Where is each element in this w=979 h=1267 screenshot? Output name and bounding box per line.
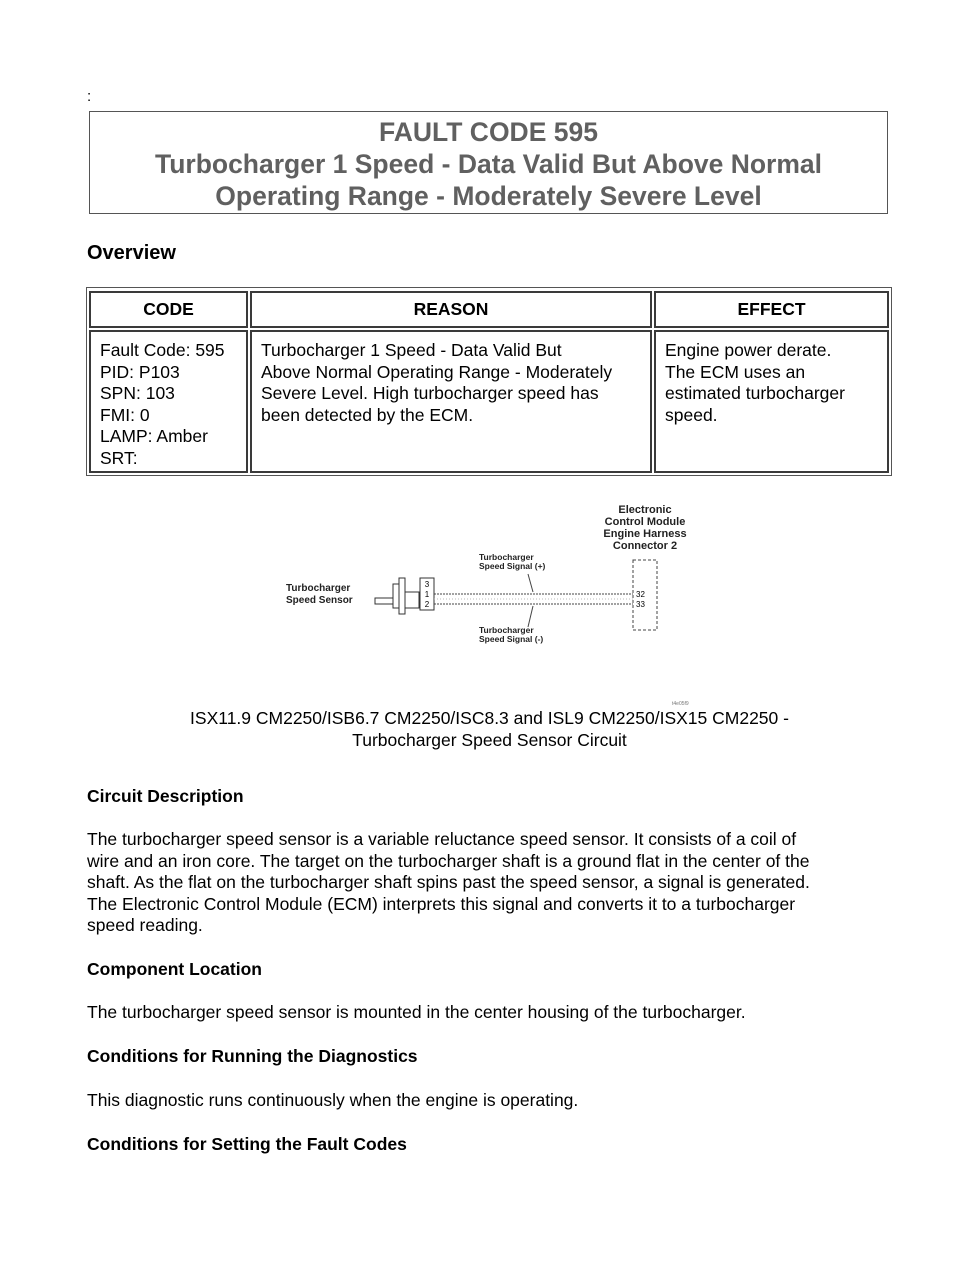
effect-line: speed. xyxy=(665,404,718,425)
sensor-pin: 3 xyxy=(424,580,430,589)
sensor-pin: 1 xyxy=(424,590,430,599)
text-line: shaft. As the flat on the turbocharger shaft spins past the speed sensor, a signal is generated. xyxy=(87,872,810,892)
code-line: FMI: 0 xyxy=(100,404,150,425)
code-line: Fault Code: 595 xyxy=(100,340,225,360)
code-cell xyxy=(89,330,248,473)
signal-plus-label: Turbocharger xyxy=(479,552,534,562)
component-location-heading: Component Location xyxy=(87,959,262,979)
circuit-description-text xyxy=(87,829,887,937)
reason-line: Above Normal Operating Range - Moderately xyxy=(261,361,613,382)
figure-caption-line-1: ISX11.9 CM2250/ISB6.7 CM2250/ISC8.3 and ISL9 CM2250/ISX15 CM2250 - xyxy=(190,708,789,728)
signal-minus-label: Turbocharger xyxy=(479,625,534,635)
code-line: SRT: xyxy=(100,447,138,468)
ecm-label-line: Control Module xyxy=(604,516,686,528)
overview-heading: Overview xyxy=(87,242,176,264)
ecm-pin: 33 xyxy=(636,600,645,609)
text-line: The turbocharger speed sensor is a variable reluctance speed sensor. It consists of a coil of xyxy=(87,829,797,849)
sensor-connector xyxy=(420,578,434,610)
speed-sensor-icon xyxy=(375,578,419,614)
sensor-label: Speed Sensor xyxy=(286,595,353,606)
effect-line: Engine power derate. xyxy=(665,340,832,360)
fault-code-title-box xyxy=(89,111,888,214)
leading-colon: : xyxy=(87,88,92,105)
ecm-label-line: Engine Harness xyxy=(603,528,687,540)
signal-minus-label: Speed Signal (-) xyxy=(479,634,544,644)
title-line-1: FAULT CODE 595 xyxy=(379,117,598,147)
header-effect: EFFECT xyxy=(654,291,889,328)
code-line: SPN: 103 xyxy=(100,383,175,403)
setting-fault-codes-heading: Conditions for Setting the Fault Codes xyxy=(87,1134,407,1154)
reason-line: been detected by the ECM. xyxy=(261,404,474,425)
signal-plus-label: Speed Signal (+) xyxy=(479,561,546,571)
code-line: LAMP: Amber xyxy=(100,426,208,446)
reason-line: Severe Level. High turbocharger speed has xyxy=(261,383,599,403)
turbocharger-speed-sensor-circuit-diagram xyxy=(280,498,710,708)
sensor-pin: 2 xyxy=(424,600,430,609)
effect-line: estimated turbocharger xyxy=(665,383,845,403)
running-diagnostics-text: This diagnostic runs continuously when the engine is operating. xyxy=(87,1090,579,1110)
text-line: wire and an iron core. The target on the turbocharger shaft is a ground flat in the center of the xyxy=(87,850,810,871)
text-line: The Electronic Control Module (ECM) interprets this signal and converts it to a turbocharger xyxy=(87,893,796,914)
title-line-2: Turbocharger 1 Speed - Data Valid But Above Normal xyxy=(154,149,823,179)
title-line-3: Operating Range - Moderately Severe Level xyxy=(215,181,762,211)
sensor-label: Turbocharger xyxy=(286,583,351,594)
fault-code-table xyxy=(86,287,892,476)
circuit-description-heading: Circuit Description xyxy=(87,786,244,806)
figure-caption-line-2: Turbocharger Speed Sensor Circuit xyxy=(352,730,627,750)
signal-wires xyxy=(434,574,633,627)
header-reason: REASON xyxy=(250,291,652,328)
ecm-connector xyxy=(633,560,657,630)
component-location-text: The turbocharger speed sensor is mounted in the center housing of the turbocharger. xyxy=(87,1002,746,1022)
running-diagnostics-heading: Conditions for Running the Diagnostics xyxy=(87,1046,418,1066)
text-line: speed reading. xyxy=(87,915,203,935)
ecm-label-line: Connector 2 xyxy=(612,540,678,552)
ecm-label-line: Electronic xyxy=(618,504,672,516)
code-line: PID: P103 xyxy=(100,361,180,382)
reason-line: Turbocharger 1 Speed - Data Valid But xyxy=(261,340,562,360)
figure-id: t4e05f9 xyxy=(672,701,689,707)
reason-cell xyxy=(250,330,652,473)
header-code: CODE xyxy=(89,291,248,328)
effect-line: The ECM uses an xyxy=(665,361,806,382)
effect-cell xyxy=(654,330,889,473)
ecm-pin: 32 xyxy=(636,590,645,599)
